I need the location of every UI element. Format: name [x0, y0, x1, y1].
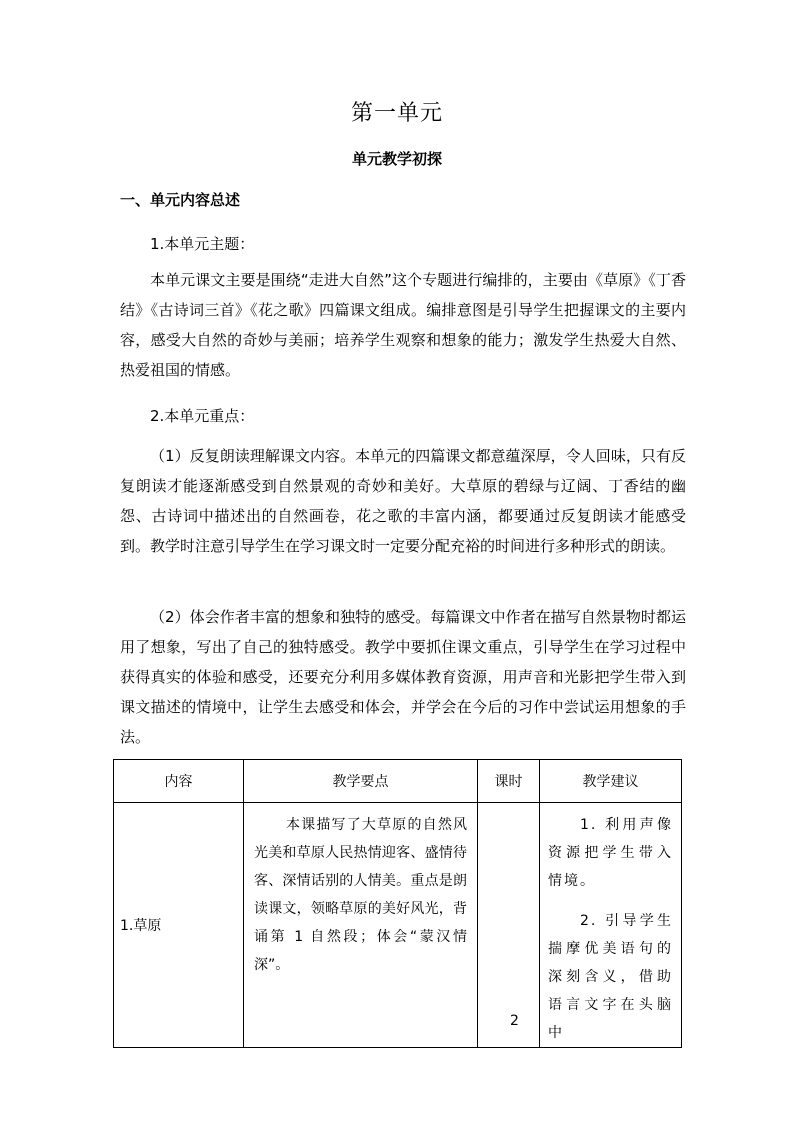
item-unit-focus: 2.本单元重点：	[150, 407, 255, 425]
item-unit-theme: 1.本单元主题：	[150, 235, 255, 253]
row-teaching-suggestions	[540, 803, 682, 1048]
page-subtitle: 单元教学初探	[351, 150, 442, 168]
paragraph-focus-2: （2）体会作者丰富的想象和独特的感受。每篇课文中作者在描写自然景物时都运用了想象，写出了自己的独特感受。教学中要抓住课文重点，引导学生在学习过程中获得真实的体验和感受，还要充分利用多媒体教育资源，用声音和光影把学生带入到课文描述的情境中，让学生去感受和体会，并学会在今后的习作中尝试运用想象的手法。	[120, 608, 686, 746]
page-title: 第一单元	[350, 101, 443, 126]
teaching-points-text: 本课描写了大草原的自然风光美和草原人民热情迎客、盛情待客、深情话别的人情美。重点是朗读课文，领略草原的美好风光，背诵第 1 自然段；体会“蒙汉情深”。	[254, 817, 467, 973]
table-header-row	[114, 760, 682, 803]
section-heading: 一、单元内容总述	[120, 191, 241, 209]
teaching-plan-table	[113, 759, 682, 1048]
paragraph-unit-theme: 本单元课文主要是围绕“走进大自然”这个专题进行编排的，主要由《草原》《丁香结》《古诗词三首》《花之歌》四篇课文组成。编排意图是引导学生把握课文的主要内容，感受大自然的奇妙与美丽；培养学生观察和想象的能力；激发学生热爱大自然、热爱祖国的情感。	[120, 271, 686, 379]
row-lesson-name: 1.草原	[114, 803, 244, 1048]
header-class-hours: 课时	[478, 760, 540, 803]
row-teaching-points	[244, 803, 478, 1048]
header-teaching-suggestions: 教学建议	[540, 760, 682, 803]
header-teaching-points: 教学要点	[244, 760, 478, 803]
table-row	[114, 803, 682, 1048]
paragraph-focus-1: （1）反复朗读理解课文内容。本单元的四篇课文都意蕴深厚，令人回味，只有反复朗读才能逐渐感受到自然景观的奇妙和美好。大草原的碧绿与辽阔、丁香结的幽怨、古诗词中描述出的自然画卷，花之歌的丰富内涵，都要通过反复朗读才能感受到。教学时注意引导学生在学习课文时一定要分配充裕的时间进行多种形式的朗读。	[120, 447, 686, 555]
suggestion-1: 1. 利用声像资源把学生带入情境。	[548, 817, 673, 889]
header-content: 内容	[114, 760, 244, 803]
row-class-hours	[478, 803, 540, 1048]
suggestion-2: 2. 引导学生揣摩优美语句的深刻含义，借助语言文字在头脑中	[548, 913, 673, 1041]
class-hours-value: 2	[510, 1013, 519, 1029]
